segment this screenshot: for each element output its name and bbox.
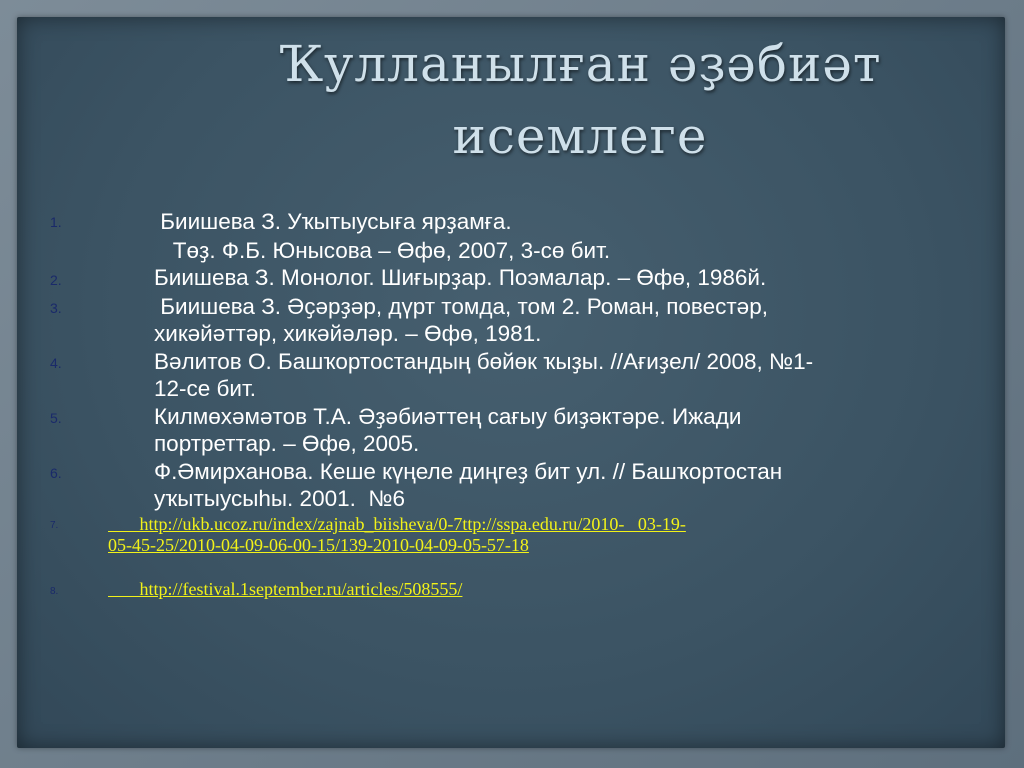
list-item-text-line-1: Биишева З. Әҫәрҙәр, дүрт томда, том 2. Роман, повестәр, [154, 294, 768, 319]
reference-link[interactable]: http://festival.1september.ru/articles/508555/ [108, 579, 463, 599]
list-item-text-line-1: Биишева З. Монолог. Шиғырҙар. Поэмалар. – Өфө, 1986й. [154, 265, 767, 290]
list-number: 6. [50, 465, 62, 481]
list-item-text-line-2: портреттар. – Өфө, 2005. [154, 431, 420, 456]
list-number: 8. [50, 586, 59, 597]
list-item-text-line-2: 12-се бит. [154, 376, 257, 401]
list-number: 1. [50, 214, 62, 230]
list-number: 4. [50, 355, 62, 371]
list-number: 3. [50, 300, 62, 316]
reference-link-continued[interactable]: 05-45-25/2010-04-09-06-00-15/139-2010-04-09-05-57-18 [108, 535, 529, 555]
list-item-text-line-1: Килмөхәмәтов Т.А. Әҙәбиәттең сағыу биҙәктәре. Ижади [154, 404, 742, 429]
list-number: 2. [50, 272, 62, 288]
list-number: 5. [50, 410, 62, 426]
list-item-text-line-2: уҡытыусыһы. 2001. №6 [154, 486, 406, 511]
list-number: 7. [50, 520, 59, 531]
list-item-text-line-2: Төҙ. Ф.Б. Юнысова – Өфө, 2007, 3-сө бит. [154, 238, 611, 263]
reference-link[interactable]: http://ukb.ucoz.ru/index/zajnab_biisheva/0-7ttp://sspa.edu.ru/2010- 03-19- [108, 514, 686, 534]
slide-title-line-2: исемлеге [452, 107, 708, 165]
slide-title-line-1: Ҡулланылған әҙәбиәт [278, 35, 882, 93]
list-item-text-line-1: Вәлитов О. Башҡортостандың бөйөк ҡыҙы. //Ағиҙел/ 2008, №1- [154, 349, 814, 374]
list-item-text-line-1: Ф.Әмирханова. Кеше күңеле диңгеҙ бит ул. // Башҡортостан [154, 459, 783, 484]
list-item-text-line-1: Биишева З. Уҡытыусыға ярҙамға. [154, 209, 512, 234]
list-item-text-line-2: хикәйәттәр, хикәйәләр. – Өфө, 1981. [154, 321, 542, 346]
